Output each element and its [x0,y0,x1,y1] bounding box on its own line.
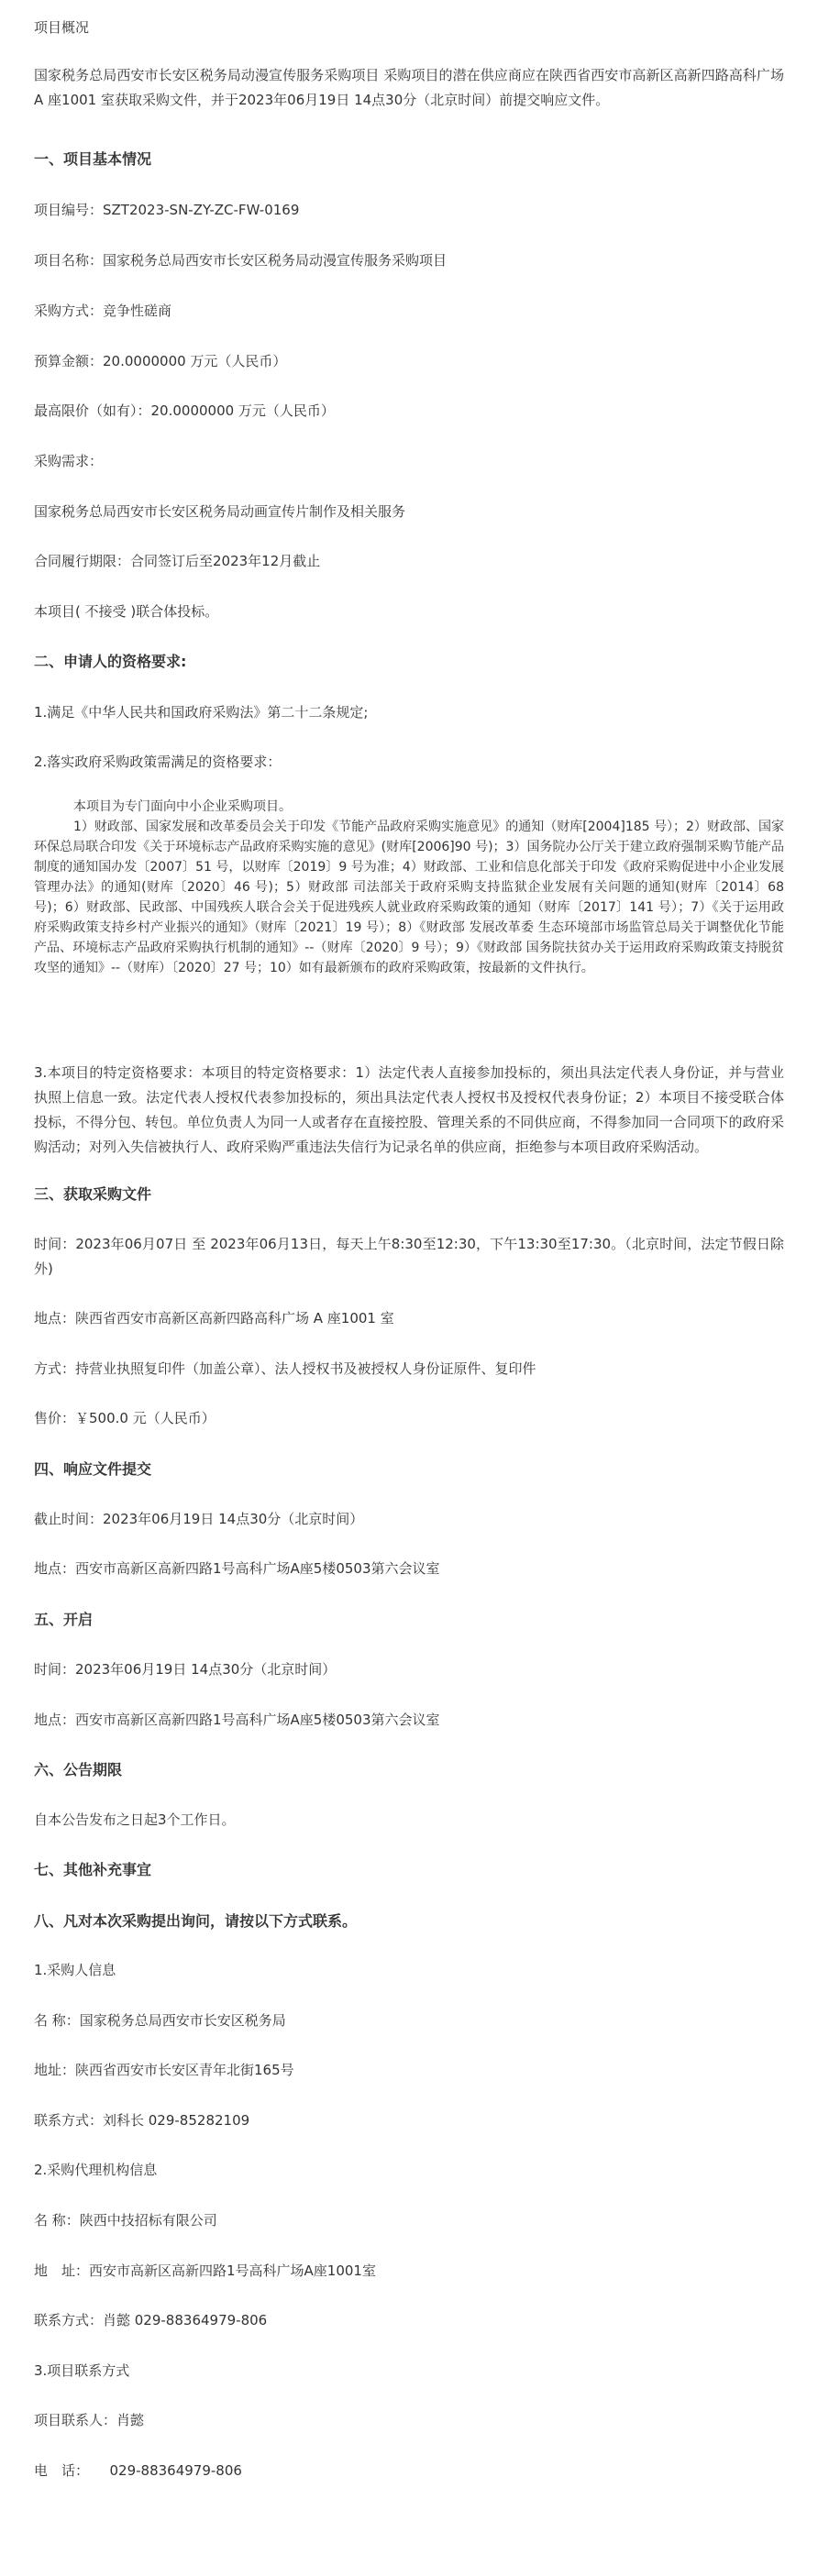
section-2-title: 二、申请人的资格要求: [34,653,187,670]
acquire-way: 方式：持营业执照复印件（加盖公章）、法人授权书及被授权人身份证原件、复印件 [34,1360,536,1377]
agency-contact: 联系方式：肖懿 029-88364979-806 [34,2312,268,2328]
opening-place: 地点：西安市高新区高新四路1号高科广场A座5楼0503第六会议室 [34,1712,440,1728]
project-number: 项目编号：SZT2023-SN-ZY-ZC-FW-0169 [34,202,300,218]
section-5-title: 五、开启 [34,1611,94,1628]
max-price: 最高限价（如有）：20.0000000 万元（人民币） [34,402,335,419]
purchaser-name: 名 称：国家税务总局西安市长安区税务局 [34,2012,286,2029]
submit-deadline: 截止时间：2023年06月19日 14点30分（北京时间） [34,1511,364,1527]
section-8-title: 八、凡对本次采购提出询问，请按以下方式联系。 [34,1912,358,1930]
purchaser-contact: 联系方式：刘科长 029-85282109 [34,2112,250,2129]
project-contact-phone: 电 话： 029-88364979-806 [34,2462,242,2479]
project-name: 项目名称：国家税务总局西安市长安区税务局动漫宣传服务采购项目 [34,252,448,269]
procurement-method: 采购方式：竞争性磋商 [34,303,172,319]
budget-amount: 预算金额：20.0000000 万元（人民币） [34,353,287,369]
agency-address: 地 址：西安市高新区高新四路1号高科广场A座1001室 [34,2262,376,2279]
policy-block [34,797,784,978]
section-4-title: 四、响应文件提交 [34,1460,152,1478]
overview-label: 项目概况 [34,19,90,36]
consortium-note: 本项目( 不接受 )联合体投标。 [34,603,219,620]
document-price: 售价：￥500.0 元（人民币） [34,1410,216,1426]
acquire-place: 地点：陕西省西安市高新区高新四路高科广场 A 座1001 室 [34,1310,394,1327]
notice-period: 自本公告发布之日起3个工作日。 [34,1811,236,1828]
purchaser-label: 1.采购人信息 [34,1962,116,1978]
policy-text: 1）财政部、国家发展和改革委员会关于印发《节能产品政府采购实施意见》的通知（财库[2004]185 号）；2）财政部、国家环保总局联合印发《关于环境标志产品政府采购实施的意见》(财库[2006]90 号)；3）国务院办公厅关于建立政府强制采购节能产品制度的通知国办发〔2007〕51 号，以财库〔2019〕9 号为准；4）财政部、工业和信息化部关于印发《政府采购促进中小企业发展管理办法》的通知(财库〔2020〕46 号)；5）财政部 司法部关于政府采购支持监狱企业发展有关问题的通知(财库〔2014〕68 号)；6）财政部、民政部、中国残疾人联合会关于促进残疾人就业政府采购政策的通知（财库〔2017〕141 号）；7）《关于运用政府采购政策支持乡村产业振兴的通知》（财库〔2021〕19 号）；8）《财政部 发展改革委 生态环境部市场监管总局关于调整优化节能产品、环境标志产品政府采购执行机制的通知》--（财库〔2020〕9 号）；9）《财政部 国务院扶贫办关于运用政府采购政策支持脱贫攻坚的通知》--（财库）〔2020〕27 号；10）如有最新颁布的政府采购政策，按最新的文件执行。 [34,820,784,975]
contract-period: 合同履行期限：合同签订后至2023年12月截止 [34,553,321,569]
purchaser-address: 地址：陕西省西安市长安区青年北街165号 [34,2062,294,2078]
requirement-1: 1.满足《中华人民共和国政府采购法》第二十二条规定; [34,704,369,721]
demand-label: 采购需求： [34,453,104,469]
section-3-title: 三、获取采购文件 [34,1185,152,1203]
policy-intro: 本项目为专门面向中小企业采购项目。 [73,799,292,814]
submit-place: 地点：西安市高新区高新四路1号高科广场A座5楼0503第六会议室 [34,1560,440,1577]
acquire-time: 时间：2023年06月07日 至 2023年06月13日，每天上午8:30至12:30，下午13:30至17:30。（北京时间，法定节假日除外) [34,1236,784,1277]
demand-text: 国家税务总局西安市长安区税务局动画宣传片制作及相关服务 [34,503,406,520]
requirement-2: 2.落实政府采购政策需满足的资格要求： [34,754,282,770]
section-7-title: 七、其他补充事宜 [34,1861,152,1878]
overview-text: 国家税务总局西安市长安区税务局动漫宣传服务采购项目 采购项目的潜在供应商应在陕西省西安市高新区高新四路高科广场 A 座1001 室获取采购文件，并于2023年06月19日 14点30分（北京时间）前提交响应文件。 [34,67,784,108]
section-1-title: 一、项目基本情况 [34,150,152,168]
project-contact-label: 3.项目联系方式 [34,2362,130,2379]
project-contact-person: 项目联系人：肖懿 [34,2412,145,2428]
section-6-title: 六、公告期限 [34,1761,123,1778]
agency-name: 名 称：陕西中技招标有限公司 [34,2212,217,2229]
requirement-3: 3.本项目的特定资格要求：本项目的特定资格要求：1）法定代表人直接参加投标的，须出具法定代表人身份证，并与营业执照上信息一致。法定代表人授权代表参加投标的，须出具法定代表人授权书及授权代表身份证；2）本项目不接受联合体投标，不得分包、转包。单位负责人为同一人或者存在直接控股、管理关系的不同供应商，不得参加同一合同项下的政府采购活动；对列入失信被执行人、政府采购严重违法失信行为记录名单的供应商，拒绝参与本项目政府采购活动。 [34,1064,784,1155]
agency-label: 2.采购代理机构信息 [34,2162,158,2178]
opening-time: 时间：2023年06月19日 14点30分（北京时间） [34,1661,337,1678]
